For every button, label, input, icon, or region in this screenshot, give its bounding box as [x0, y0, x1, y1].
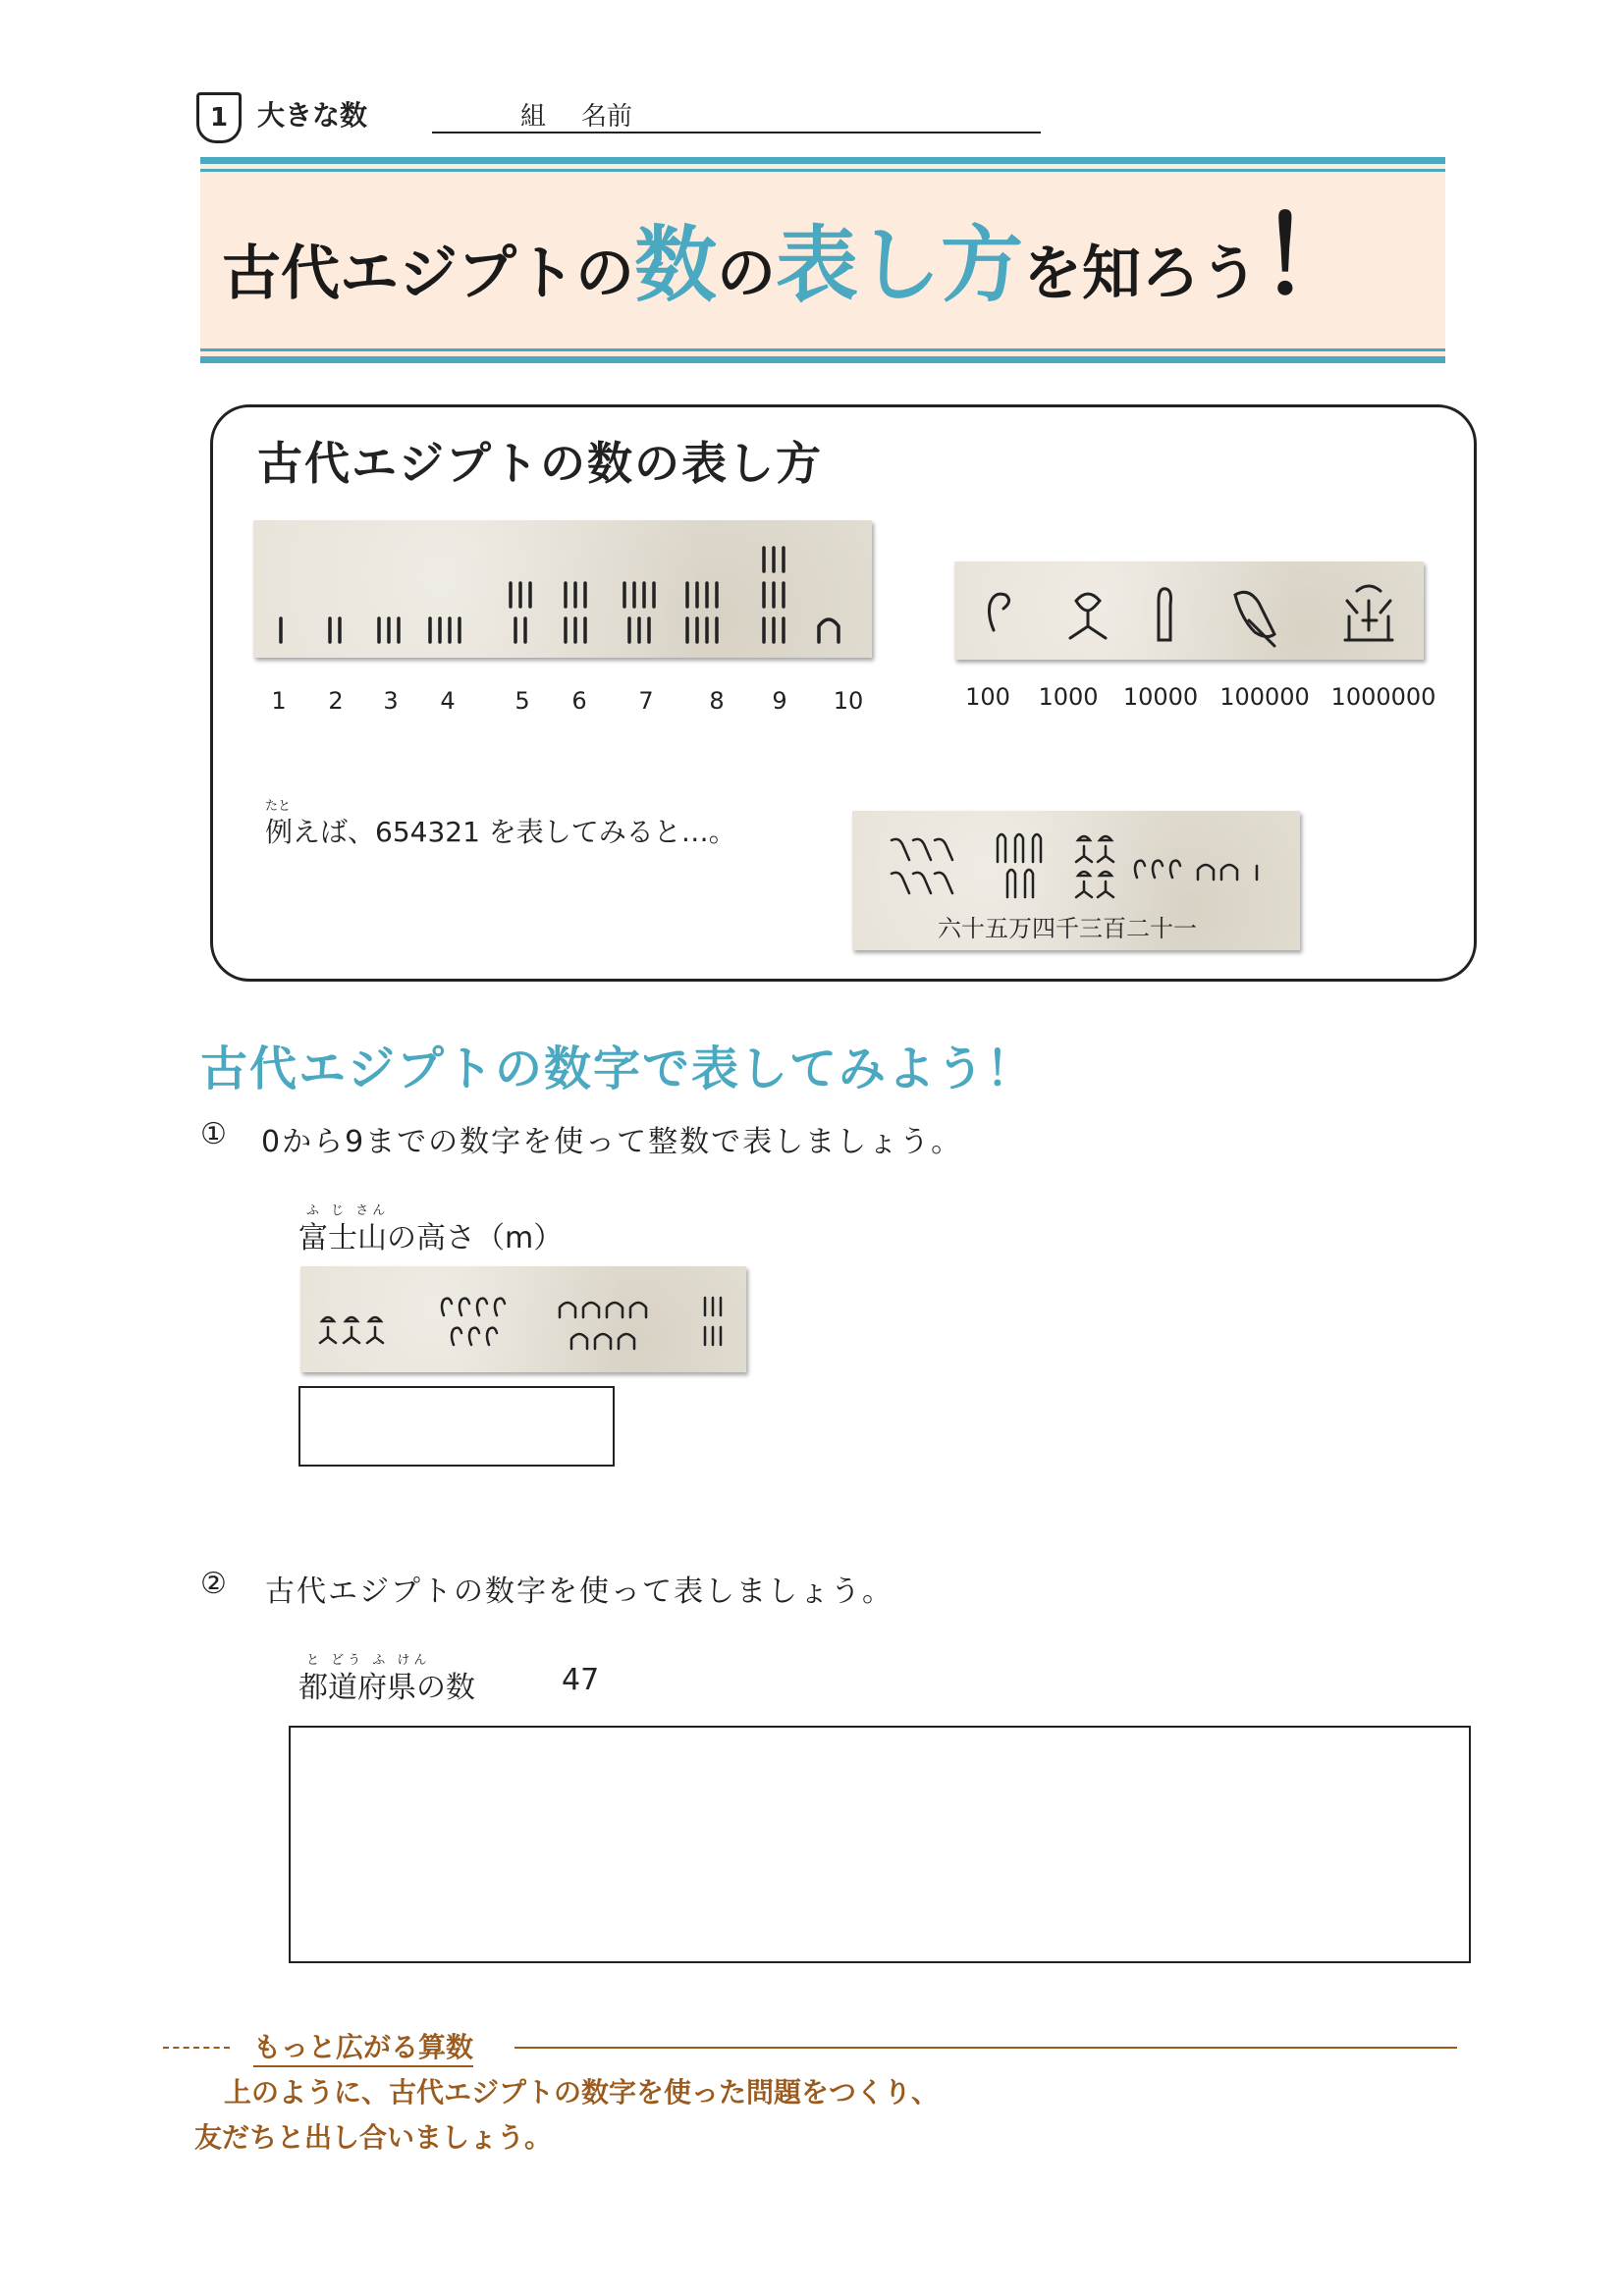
question-1-answer-box[interactable]: [298, 1386, 615, 1467]
tally-label: 1: [271, 687, 287, 715]
tadpole-icon: [1235, 592, 1274, 646]
fuji-height-hieroglyph-image: [300, 1266, 746, 1372]
section-title: 古代エジプトの数字で表してみよう！: [200, 1041, 1036, 1096]
finger-icon: [1159, 589, 1171, 640]
example-kanji-reading: 六十五万四千三百二十一: [938, 915, 1197, 942]
title-part: 古代エジプトの: [222, 240, 634, 308]
title-exclamation: ！: [1259, 196, 1366, 319]
tally-label: 3: [383, 687, 399, 715]
hieroglyph-label: 100: [965, 683, 1010, 711]
tally-label: 4: [440, 687, 456, 715]
title-part: の: [717, 240, 777, 308]
more-math-title: もっと広がる算数: [253, 2026, 473, 2067]
question-1-number: ①: [200, 1117, 229, 1151]
question-2-ruby: と どう ふ けん: [306, 1653, 431, 1668]
tally-label: 10: [833, 687, 864, 715]
question-2-text: 古代エジプトの数字を使って表しましょう。: [265, 1575, 893, 1609]
unit-number-badge: [196, 92, 242, 143]
hieroglyph-label: 100000: [1219, 683, 1310, 711]
info-title: 古代エジプトの数の表し方: [257, 437, 823, 490]
coil-icon: [990, 594, 1009, 630]
banner-band-top: [200, 157, 1445, 164]
title-part: を知ろう: [1023, 240, 1260, 308]
name-label: 名前: [581, 102, 633, 132]
question-2-value: 47: [562, 1663, 600, 1697]
god-icon: [1345, 586, 1392, 640]
hieroglyph-label: 1000: [1038, 683, 1099, 711]
title-banner: [200, 157, 1445, 363]
unit-number: 1: [209, 103, 229, 133]
example-text: 例えば、654321 を表してみると…。: [265, 816, 736, 848]
question-1-ruby: ふ じ さん: [306, 1203, 390, 1218]
more-divider-left: [163, 2047, 230, 2049]
tally-label: 8: [709, 687, 725, 715]
name-write-line[interactable]: [432, 132, 1041, 133]
tally-label: 6: [571, 687, 587, 715]
hieroglyph-numerals-plaque: [954, 561, 1424, 660]
hieroglyph-label: 1000000: [1330, 683, 1436, 711]
lotus-icon: [1070, 594, 1106, 638]
tally-label: 2: [328, 687, 344, 715]
title-highlight: 数: [634, 217, 718, 313]
question-2-number: ②: [200, 1567, 229, 1601]
banner-band-top-thin: [200, 169, 1445, 172]
question-2-answer-box[interactable]: [289, 1726, 1471, 1963]
tally-numerals-plaque: [253, 520, 872, 658]
tally-label: 9: [772, 687, 787, 715]
class-label: 組: [520, 102, 547, 132]
fuji-height-hieroglyph-plaque: [300, 1266, 746, 1372]
tally-numerals-image: [253, 520, 872, 658]
title-highlight: 表し方: [776, 217, 1024, 313]
hieroglyph-label: 10000: [1122, 683, 1199, 711]
more-math-text-line-2: 友だちと出し合いましょう。: [194, 2121, 553, 2154]
question-1-subject: 富士山の高さ（m）: [298, 1221, 564, 1255]
tally-label: 5: [514, 687, 530, 715]
more-divider-right: [514, 2047, 1457, 2049]
hieroglyph-numerals-image: [954, 561, 1424, 660]
page-title: [222, 185, 1365, 362]
question-1-text: 0から9までの数字を使って整数で表しましょう。: [261, 1125, 963, 1159]
tally-label: 7: [638, 687, 654, 715]
question-2-subject: 都道府県の数: [298, 1671, 475, 1705]
example-ruby: たと: [265, 799, 292, 814]
unit-title: 大きな数: [257, 99, 368, 132]
more-math-text-line-1: 上のように、古代エジプトの数字を使った問題をつくり、: [224, 2076, 940, 2109]
